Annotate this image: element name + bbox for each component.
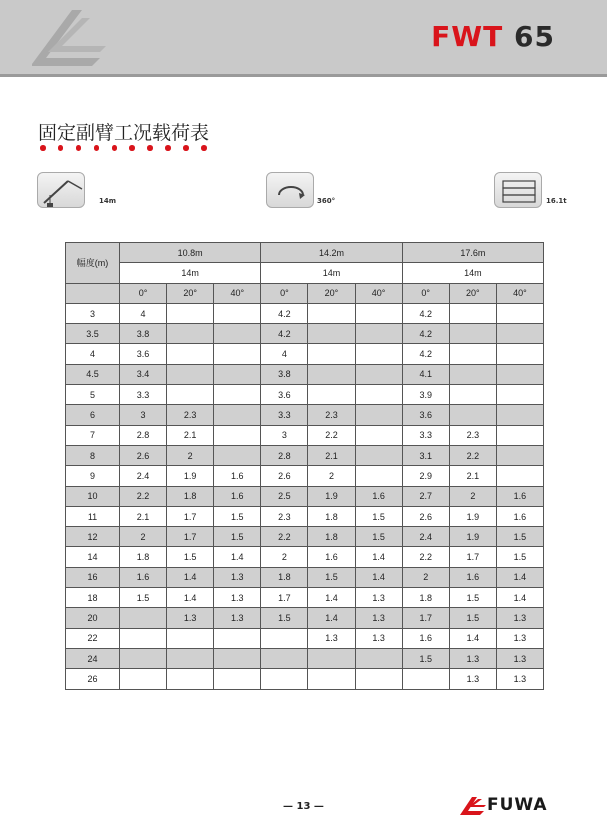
boom-length-row bbox=[66, 243, 544, 263]
load-cell: 1.4 bbox=[496, 588, 543, 608]
load-cell: 1.8 bbox=[308, 527, 355, 547]
load-cell bbox=[355, 303, 402, 323]
jib-angle-row bbox=[66, 283, 544, 303]
load-cell: 1.5 bbox=[261, 608, 308, 628]
table-row bbox=[66, 364, 544, 384]
load-cell bbox=[214, 648, 261, 668]
angle-header: 20° bbox=[449, 283, 496, 303]
load-cell: 1.3 bbox=[167, 608, 214, 628]
load-cell bbox=[167, 669, 214, 689]
load-cell: 1.3 bbox=[496, 648, 543, 668]
load-cell: 3.1 bbox=[402, 445, 449, 465]
load-cell: 2.3 bbox=[261, 506, 308, 526]
table-row bbox=[66, 628, 544, 648]
counterweight-label: 16.1t bbox=[546, 197, 567, 205]
load-cell: 3.3 bbox=[120, 385, 167, 405]
radius-cell: 14 bbox=[66, 547, 120, 567]
load-cell: 1.3 bbox=[308, 628, 355, 648]
boom-length-header: 10.8m bbox=[120, 243, 261, 263]
load-cell: 2 bbox=[402, 567, 449, 587]
load-cell: 1.6 bbox=[355, 486, 402, 506]
model-title bbox=[431, 20, 555, 53]
load-cell bbox=[214, 364, 261, 384]
load-cell bbox=[496, 385, 543, 405]
load-table-body bbox=[66, 303, 544, 689]
page-number: — 13 — bbox=[283, 801, 324, 812]
radius-cell: 7 bbox=[66, 425, 120, 445]
load-cell bbox=[402, 669, 449, 689]
load-cell: 2.5 bbox=[261, 486, 308, 506]
counterweight-icon bbox=[494, 172, 542, 208]
load-cell: 3.3 bbox=[261, 405, 308, 425]
load-cell bbox=[214, 324, 261, 344]
title-dot-rule bbox=[40, 145, 250, 153]
load-cell bbox=[167, 324, 214, 344]
load-cell bbox=[261, 669, 308, 689]
load-cell: 1.6 bbox=[449, 567, 496, 587]
table-row bbox=[66, 405, 544, 425]
load-cell: 3.9 bbox=[402, 385, 449, 405]
load-cell bbox=[120, 669, 167, 689]
load-cell: 1.7 bbox=[261, 588, 308, 608]
model-name: FWT bbox=[431, 20, 504, 53]
load-cell bbox=[167, 344, 214, 364]
load-cell: 1.6 bbox=[214, 466, 261, 486]
load-cell: 4 bbox=[261, 344, 308, 364]
load-cell: 2.8 bbox=[120, 425, 167, 445]
load-cell: 3.8 bbox=[261, 364, 308, 384]
load-cell: 1.8 bbox=[120, 547, 167, 567]
load-cell bbox=[496, 324, 543, 344]
table-row bbox=[66, 527, 544, 547]
table-row bbox=[66, 385, 544, 405]
jib-boom-icon bbox=[37, 172, 85, 208]
load-cell bbox=[167, 364, 214, 384]
load-cell: 1.5 bbox=[449, 588, 496, 608]
load-cell: 1.3 bbox=[214, 567, 261, 587]
load-cell: 1.6 bbox=[120, 567, 167, 587]
load-cell: 2.2 bbox=[261, 527, 308, 547]
load-cell: 1.6 bbox=[308, 547, 355, 567]
load-cell bbox=[496, 425, 543, 445]
load-cell: 1.4 bbox=[355, 547, 402, 567]
load-cell bbox=[355, 405, 402, 425]
load-cell: 3.8 bbox=[120, 324, 167, 344]
load-cell: 1.4 bbox=[449, 628, 496, 648]
load-cell: 1.9 bbox=[167, 466, 214, 486]
load-cell bbox=[496, 364, 543, 384]
section-title: 固定副臂工况载荷表 bbox=[38, 122, 210, 144]
table-row bbox=[66, 466, 544, 486]
load-cell bbox=[214, 344, 261, 364]
load-cell bbox=[167, 628, 214, 648]
load-cell: 1.4 bbox=[308, 608, 355, 628]
load-cell: 2.6 bbox=[120, 445, 167, 465]
boom-length-header: 17.6m bbox=[402, 243, 543, 263]
load-cell bbox=[355, 445, 402, 465]
load-cell: 2.7 bbox=[402, 486, 449, 506]
load-cell bbox=[214, 405, 261, 425]
load-cell bbox=[449, 364, 496, 384]
jib-length-header: 14m bbox=[402, 263, 543, 283]
load-cell: 3.3 bbox=[402, 425, 449, 445]
load-cell: 1.5 bbox=[496, 547, 543, 567]
load-cell: 2.4 bbox=[402, 527, 449, 547]
load-cell: 1.8 bbox=[167, 486, 214, 506]
load-cell: 2.3 bbox=[167, 405, 214, 425]
load-cell bbox=[214, 425, 261, 445]
table-row bbox=[66, 567, 544, 587]
load-cell: 1.4 bbox=[167, 567, 214, 587]
load-cell: 1.3 bbox=[214, 588, 261, 608]
load-cell: 3.6 bbox=[120, 344, 167, 364]
radius-cell: 24 bbox=[66, 648, 120, 668]
jib-length-label: 14m bbox=[99, 197, 117, 205]
radius-header: 幅度(m) bbox=[66, 243, 120, 284]
load-cell bbox=[214, 628, 261, 648]
angle-header-blank bbox=[66, 283, 120, 303]
load-cell: 4.2 bbox=[402, 303, 449, 323]
load-cell: 1.8 bbox=[308, 506, 355, 526]
load-cell bbox=[355, 669, 402, 689]
radius-cell: 3.5 bbox=[66, 324, 120, 344]
load-cell: 2.4 bbox=[120, 466, 167, 486]
load-cell: 1.5 bbox=[308, 567, 355, 587]
load-cell: 1.3 bbox=[449, 669, 496, 689]
header-rule bbox=[0, 74, 607, 77]
load-cell: 1.8 bbox=[402, 588, 449, 608]
load-cell: 3.6 bbox=[261, 385, 308, 405]
fuwa-watermark-logo-icon bbox=[22, 4, 112, 70]
load-cell: 1.3 bbox=[355, 588, 402, 608]
angle-header: 0° bbox=[402, 283, 449, 303]
load-cell: 2.2 bbox=[120, 486, 167, 506]
load-cell: 1.5 bbox=[449, 608, 496, 628]
load-cell: 2.1 bbox=[308, 445, 355, 465]
load-cell: 2.3 bbox=[449, 425, 496, 445]
load-cell: 1.5 bbox=[355, 527, 402, 547]
load-cell bbox=[214, 669, 261, 689]
load-cell: 2.1 bbox=[167, 425, 214, 445]
load-cell: 1.5 bbox=[496, 527, 543, 547]
load-cell: 2.6 bbox=[261, 466, 308, 486]
model-number: 65 bbox=[514, 20, 555, 53]
radius-cell: 6 bbox=[66, 405, 120, 425]
table-row bbox=[66, 303, 544, 323]
load-cell: 2 bbox=[308, 466, 355, 486]
radius-cell: 18 bbox=[66, 588, 120, 608]
load-cell: 1.3 bbox=[496, 608, 543, 628]
load-cell: 1.5 bbox=[214, 527, 261, 547]
table-row bbox=[66, 669, 544, 689]
slewing-label: 360° bbox=[317, 197, 336, 205]
load-cell: 2.6 bbox=[402, 506, 449, 526]
load-cell: 1.8 bbox=[261, 567, 308, 587]
load-cell bbox=[120, 628, 167, 648]
load-cell: 1.5 bbox=[214, 506, 261, 526]
load-cell: 1.4 bbox=[214, 547, 261, 567]
load-cell: 1.7 bbox=[167, 506, 214, 526]
load-cell: 4.2 bbox=[261, 324, 308, 344]
load-cell bbox=[308, 344, 355, 364]
load-cell bbox=[120, 648, 167, 668]
slewing-360-icon bbox=[266, 172, 314, 208]
table-row bbox=[66, 608, 544, 628]
load-cell: 2.9 bbox=[402, 466, 449, 486]
table-row bbox=[66, 344, 544, 364]
load-cell: 4.2 bbox=[261, 303, 308, 323]
table-row bbox=[66, 547, 544, 567]
table-row bbox=[66, 425, 544, 445]
load-cell bbox=[496, 344, 543, 364]
table-row bbox=[66, 445, 544, 465]
load-cell bbox=[120, 608, 167, 628]
load-cell: 1.3 bbox=[214, 608, 261, 628]
load-cell bbox=[308, 364, 355, 384]
radius-cell: 22 bbox=[66, 628, 120, 648]
radius-cell: 26 bbox=[66, 669, 120, 689]
angle-header: 0° bbox=[261, 283, 308, 303]
load-cell bbox=[355, 324, 402, 344]
load-cell bbox=[449, 303, 496, 323]
radius-cell: 5 bbox=[66, 385, 120, 405]
boom-length-header: 14.2m bbox=[261, 243, 402, 263]
load-cell: 3.6 bbox=[402, 405, 449, 425]
table-row bbox=[66, 486, 544, 506]
load-cell bbox=[167, 303, 214, 323]
load-chart-table bbox=[65, 242, 544, 690]
load-cell bbox=[449, 344, 496, 364]
load-cell: 1.6 bbox=[496, 506, 543, 526]
radius-cell: 10 bbox=[66, 486, 120, 506]
angle-header: 40° bbox=[496, 283, 543, 303]
load-cell bbox=[355, 344, 402, 364]
load-cell bbox=[355, 425, 402, 445]
load-cell: 2.2 bbox=[308, 425, 355, 445]
load-cell: 1.5 bbox=[167, 547, 214, 567]
jib-length-header: 14m bbox=[120, 263, 261, 283]
load-cell: 4.1 bbox=[402, 364, 449, 384]
load-cell bbox=[308, 385, 355, 405]
load-cell bbox=[355, 648, 402, 668]
load-cell: 1.5 bbox=[402, 648, 449, 668]
load-cell: 1.4 bbox=[355, 567, 402, 587]
load-cell: 1.3 bbox=[355, 628, 402, 648]
load-cell: 4 bbox=[120, 303, 167, 323]
load-cell: 2 bbox=[120, 527, 167, 547]
radius-cell: 4 bbox=[66, 344, 120, 364]
load-cell: 2.2 bbox=[402, 547, 449, 567]
load-cell: 1.6 bbox=[402, 628, 449, 648]
load-cell: 2.3 bbox=[308, 405, 355, 425]
load-cell: 1.6 bbox=[496, 486, 543, 506]
angle-header: 40° bbox=[214, 283, 261, 303]
load-cell: 1.7 bbox=[402, 608, 449, 628]
load-cell bbox=[214, 385, 261, 405]
load-cell bbox=[496, 405, 543, 425]
load-cell: 1.7 bbox=[167, 527, 214, 547]
load-cell: 1.3 bbox=[449, 648, 496, 668]
load-cell bbox=[496, 466, 543, 486]
radius-cell: 8 bbox=[66, 445, 120, 465]
load-cell: 1.7 bbox=[449, 547, 496, 567]
angle-header: 0° bbox=[120, 283, 167, 303]
load-cell: 1.9 bbox=[449, 527, 496, 547]
load-cell bbox=[496, 445, 543, 465]
radius-cell: 20 bbox=[66, 608, 120, 628]
load-cell: 1.3 bbox=[355, 608, 402, 628]
table-row bbox=[66, 324, 544, 344]
table-row bbox=[66, 588, 544, 608]
load-cell bbox=[214, 445, 261, 465]
load-cell bbox=[308, 669, 355, 689]
angle-header: 20° bbox=[167, 283, 214, 303]
load-cell bbox=[167, 648, 214, 668]
load-cell: 2.8 bbox=[261, 445, 308, 465]
load-cell: 1.4 bbox=[308, 588, 355, 608]
load-cell: 2.1 bbox=[120, 506, 167, 526]
radius-cell: 3 bbox=[66, 303, 120, 323]
load-cell bbox=[496, 303, 543, 323]
load-cell: 1.3 bbox=[496, 628, 543, 648]
load-cell bbox=[308, 648, 355, 668]
load-cell: 1.6 bbox=[214, 486, 261, 506]
load-cell: 1.3 bbox=[496, 669, 543, 689]
brand-name: FUWA bbox=[487, 795, 548, 815]
radius-cell: 9 bbox=[66, 466, 120, 486]
load-cell: 4.2 bbox=[402, 324, 449, 344]
load-cell: 1.4 bbox=[496, 567, 543, 587]
load-cell: 1.9 bbox=[449, 506, 496, 526]
load-cell bbox=[308, 324, 355, 344]
angle-header: 40° bbox=[355, 283, 402, 303]
load-cell: 1.4 bbox=[167, 588, 214, 608]
load-cell: 3.4 bbox=[120, 364, 167, 384]
load-cell bbox=[261, 628, 308, 648]
load-cell: 3 bbox=[261, 425, 308, 445]
table-row bbox=[66, 648, 544, 668]
load-cell: 2 bbox=[261, 547, 308, 567]
radius-cell: 12 bbox=[66, 527, 120, 547]
table-row bbox=[66, 506, 544, 526]
load-cell: 2.2 bbox=[449, 445, 496, 465]
load-cell: 2.1 bbox=[449, 466, 496, 486]
load-cell bbox=[167, 385, 214, 405]
load-cell bbox=[214, 303, 261, 323]
load-cell bbox=[355, 466, 402, 486]
load-cell: 4.2 bbox=[402, 344, 449, 364]
load-cell: 3 bbox=[120, 405, 167, 425]
load-cell: 1.9 bbox=[308, 486, 355, 506]
load-cell bbox=[355, 364, 402, 384]
radius-cell: 4.5 bbox=[66, 364, 120, 384]
jib-length-header: 14m bbox=[261, 263, 402, 283]
load-cell: 2 bbox=[449, 486, 496, 506]
load-cell: 1.5 bbox=[120, 588, 167, 608]
load-cell bbox=[449, 324, 496, 344]
load-cell bbox=[449, 405, 496, 425]
load-cell bbox=[449, 385, 496, 405]
radius-cell: 11 bbox=[66, 506, 120, 526]
load-cell bbox=[355, 385, 402, 405]
load-cell bbox=[261, 648, 308, 668]
load-cell: 1.5 bbox=[355, 506, 402, 526]
load-cell: 2 bbox=[167, 445, 214, 465]
angle-header: 20° bbox=[308, 283, 355, 303]
radius-cell: 16 bbox=[66, 567, 120, 587]
jib-length-row bbox=[66, 263, 544, 283]
load-cell bbox=[308, 303, 355, 323]
